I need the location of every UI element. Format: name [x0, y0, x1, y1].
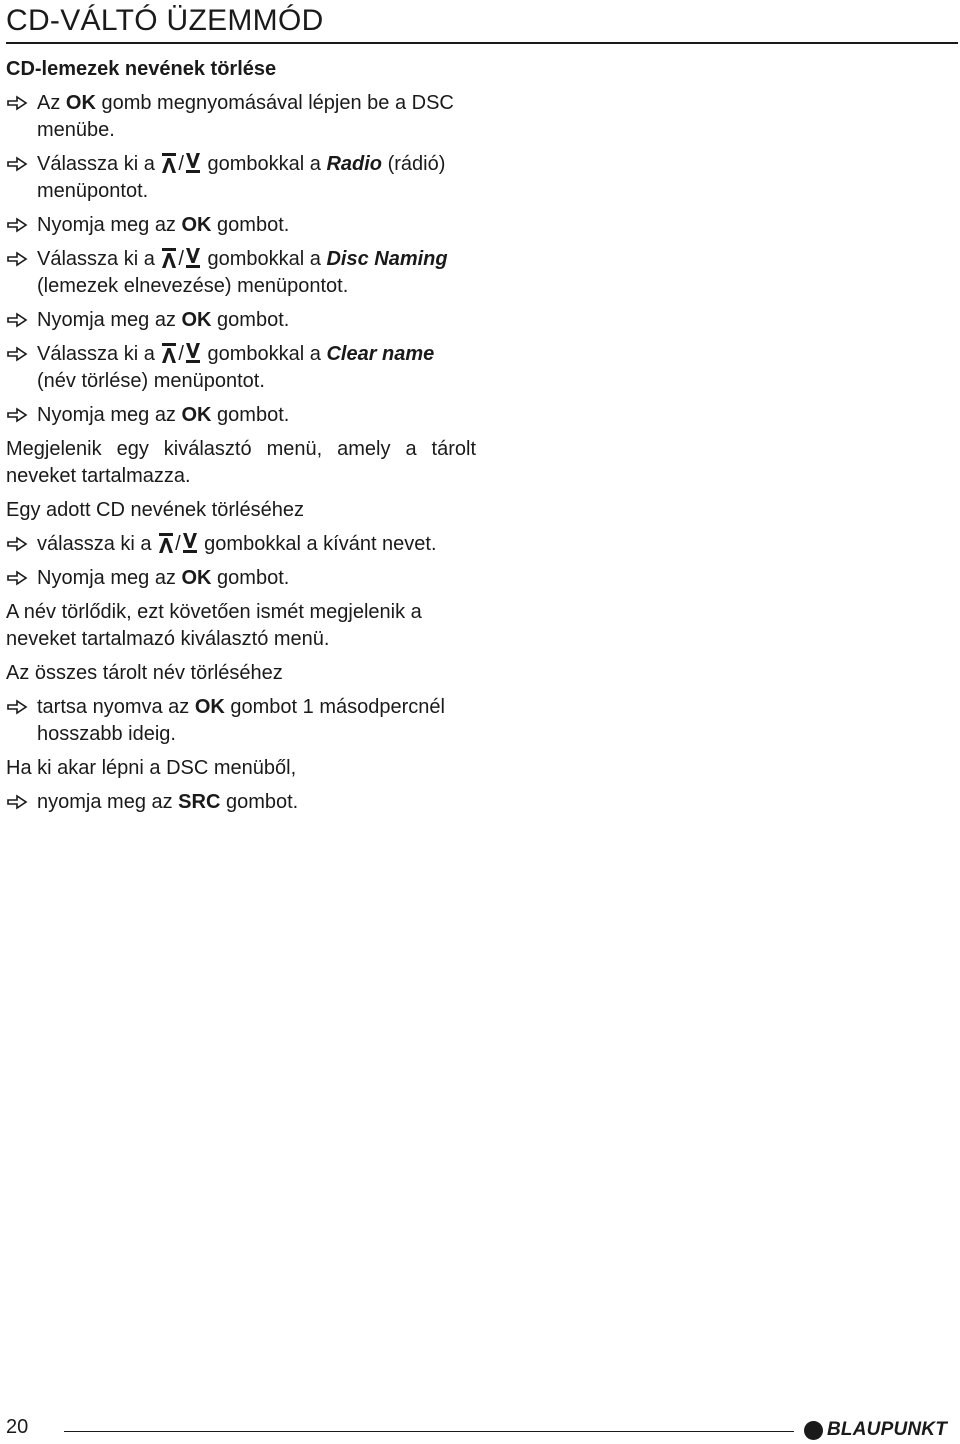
footer-divider — [64, 1431, 794, 1432]
step-press-ok-4: Nyomja meg az OK gombot. — [6, 565, 476, 592]
menu-term-radio: Radio — [326, 153, 383, 175]
brand-logo — [804, 1417, 947, 1443]
paragraph-delete-all: Az összes tárolt név törléséhez — [6, 662, 283, 684]
step-select-clear-name: Válassza ki a / gombokkal a Clear name (név törlése) menüpontot. — [6, 341, 476, 395]
step-select-radio: Válassza ki a / gombokkal a Radio (rádió) menüpontot. — [6, 151, 476, 205]
arrow-right-outline-icon — [6, 95, 28, 111]
up-button-icon — [161, 343, 177, 363]
up-button-icon — [161, 248, 177, 268]
arrow-right-outline-icon — [6, 156, 28, 172]
ok-button-label: OK — [181, 214, 212, 236]
paragraph-name-deleted: A név törlődik, ezt követően ismét megjelenik a neveket tartalmazó kiválasztó menü. — [6, 601, 422, 650]
src-button-label: SRC — [178, 791, 221, 813]
down-button-icon — [185, 248, 201, 268]
instructions — [6, 56, 476, 823]
down-button-icon — [185, 343, 201, 363]
arrow-right-outline-icon — [6, 346, 28, 362]
up-button-icon — [158, 533, 174, 553]
page-number: 20 — [6, 1416, 29, 1438]
arrow-right-outline-icon — [6, 407, 28, 423]
paragraph-delete-one: Egy adott CD nevének törléséhez — [6, 499, 304, 521]
menu-term-disc-naming: Disc Naming — [326, 248, 448, 270]
up-button-icon — [161, 153, 177, 173]
menu-term-clear-name: Clear name — [326, 343, 435, 365]
step-press-ok-1: Nyomja meg az OK gombot. — [6, 212, 476, 239]
step-hold-ok: tartsa nyomva az OK gombot 1 másodpercnél hosszabb ideig. — [6, 694, 476, 748]
down-button-icon — [182, 533, 198, 553]
arrow-right-outline-icon — [6, 536, 28, 552]
paragraph-menu-appears: Megjelenik egy kiválasztó menü, amely a tárolt neveket tartalmazza. — [6, 438, 476, 487]
step-press-ok-3: Nyomja meg az OK gombot. — [6, 402, 476, 429]
step-press-src: nyomja meg az SRC gombot. — [6, 789, 476, 816]
down-button-icon — [185, 153, 201, 173]
section-heading: CD-lemezek nevének törlése — [6, 58, 277, 80]
ok-button-label: OK — [194, 696, 225, 718]
arrow-right-outline-icon — [6, 699, 28, 715]
paragraph-exit-dsc: Ha ki akar lépni a DSC menüből, — [6, 757, 297, 779]
arrow-right-outline-icon — [6, 794, 28, 810]
logo-dot-icon — [804, 1421, 823, 1440]
step-enter-dsc: Az OK gomb megnyomásával lépjen be a DSC menübe. — [6, 90, 476, 144]
ok-button-label: OK — [181, 309, 212, 331]
ok-button-label: OK — [181, 404, 212, 426]
arrow-right-outline-icon — [6, 570, 28, 586]
step-select-name: válassza ki a / gombokkal a kívánt nevet. — [6, 531, 476, 558]
ok-button-label: OK — [181, 567, 212, 589]
arrow-right-outline-icon — [6, 312, 28, 328]
page-title: CD-VÁLTÓ ÜZEMMÓD — [6, 4, 324, 37]
ok-button-label: OK — [65, 92, 96, 114]
step-select-disc-naming: Válassza ki a / gombokkal a Disc Naming (lemezek elnevezése) menüpontot. — [6, 246, 476, 300]
step-press-ok-2: Nyomja meg az OK gombot. — [6, 307, 476, 334]
brand-name: BLAUPUNKT — [827, 1419, 948, 1440]
arrow-right-outline-icon — [6, 217, 28, 233]
arrow-right-outline-icon — [6, 251, 28, 267]
title-divider — [6, 42, 958, 44]
